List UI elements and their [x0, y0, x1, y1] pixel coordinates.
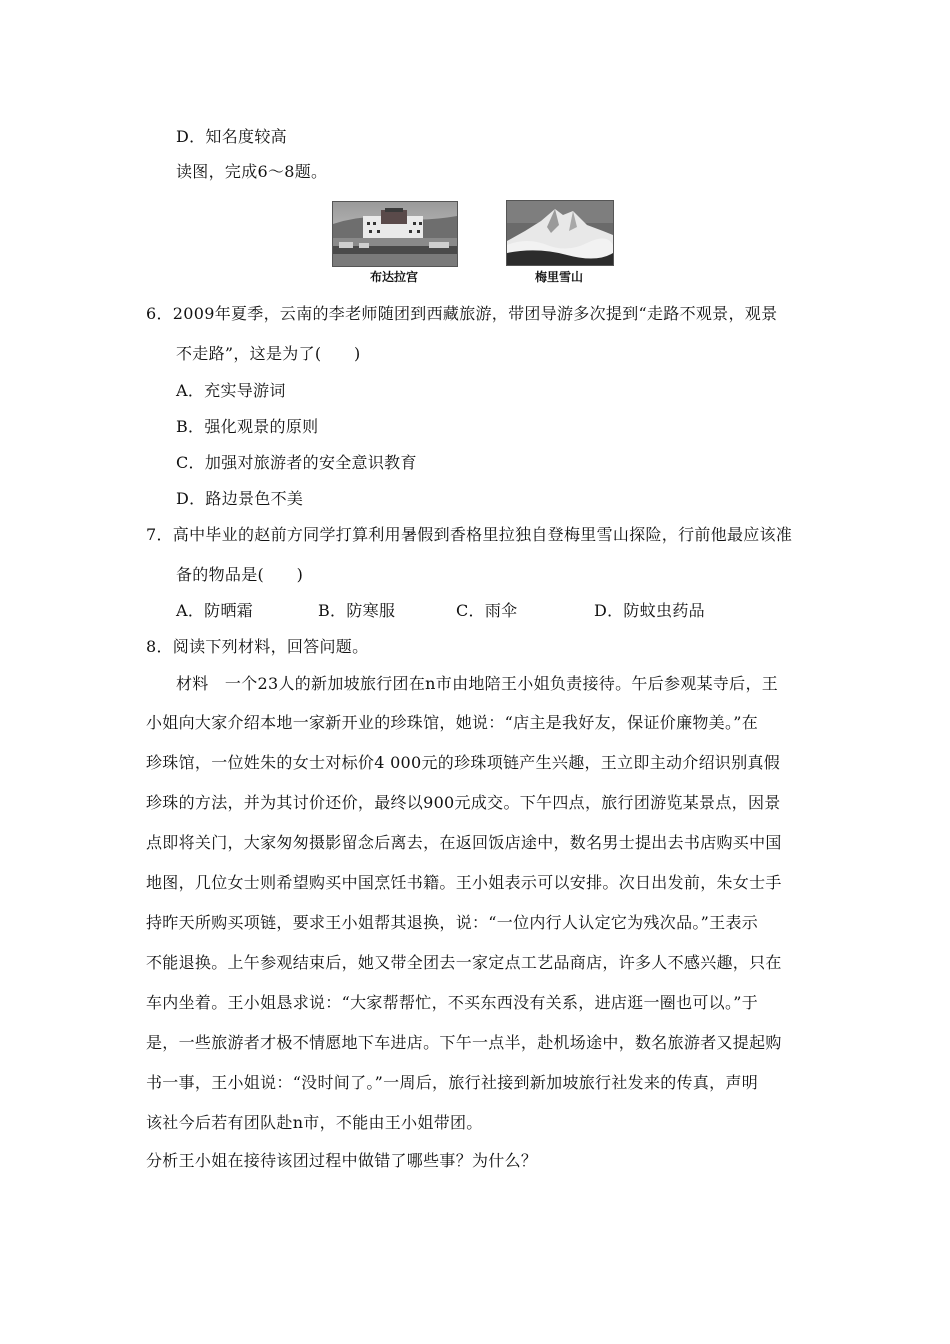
material-line-2: 小姐向大家介绍本地一家新开业的珍珠馆，她说：“店主是我好友，保证价廉物美。”在 [146, 713, 759, 732]
question-8: 8．阅读下列材料，回答问题。 [146, 637, 369, 656]
q7-option-a: A．防晒霜 [176, 601, 254, 620]
meili-caption: 梅里雪山 [534, 270, 583, 284]
material-line-3: 珍珠馆，一位姓朱的女士对标价4 000元的珍珠项链产生兴趣，王立即主动介绍识别真假 [146, 753, 781, 772]
question-6-line2: 不走路”，这是为了( ) [176, 344, 361, 363]
material-line-6: 地图，几位女士则希望购买中国烹饪书籍。王小姐表示可以安排。次日出发前，朱女士手 [146, 873, 782, 892]
potala-caption: 布达拉宫 [369, 270, 418, 284]
material-line-9: 车内坐着。王小姐恳求说：“大家帮帮忙，不买东西没有关系，进店逛一圈也可以。”于 [146, 993, 759, 1012]
material-line-5: 点即将关门，大家匆匆摄影留念后离去，在返回饭店途中，数名男士提出去书店购买中国 [146, 833, 782, 852]
option-d-prev: D．知名度较高 [176, 127, 287, 146]
q6-option-b: B．强化观景的原则 [176, 417, 319, 436]
potala-photo [332, 201, 458, 267]
question-7-line1: 7．高中毕业的赵前方同学打算利用暑假到香格里拉独自登梅里雪山探险，行前他最应该准 [146, 525, 793, 544]
material-line-10: 是，一些旅游者才极不情愿地下车进店。下午一点半，赴机场途中，数名旅游者又提起购 [146, 1033, 782, 1052]
analysis-prompt: 分析王小姐在接待该团过程中做错了哪些事？为什么？ [146, 1151, 538, 1170]
q6-option-c: C．加强对旅游者的安全意识教育 [176, 453, 417, 472]
q6-option-d: D．路边景色不美 [176, 489, 304, 508]
material-line-1: 材料 一个23人的新加坡旅行团在n市由地陪王小姐负责接待。午后参观某寺后，王 [176, 674, 779, 693]
instruction: 读图，完成6～8题。 [176, 162, 328, 181]
q7-option-b: B．防寒服 [318, 601, 396, 620]
q6-option-a: A．充实导游词 [176, 381, 286, 400]
question-7-line2: 备的物品是( ) [176, 565, 304, 584]
material-line-11: 书一事，王小姐说：“没时间了。”一周后，旅行社接到新加坡旅行社发来的传真，声明 [146, 1073, 759, 1092]
meili-photo [506, 200, 614, 266]
material-line-4: 珍珠的方法，并为其讨价还价，最终以900元成交。下午四点，旅行团游览某景点，因景 [146, 793, 781, 812]
material-line-12: 该社今后若有团队赴n市，不能由王小姐带团。 [146, 1113, 483, 1132]
q7-option-d: D．防蚊虫药品 [594, 601, 705, 620]
q7-option-c: C．雨伞 [456, 601, 518, 620]
question-6-line1: 6．2009年夏季，云南的李老师随团到西藏旅游，带团导游多次提到“走路不观景，观景 [146, 304, 778, 323]
material-line-7: 持昨天所购买项链，要求王小姐帮其退换，说：“一位内行人认定它为残次品。”王表示 [146, 913, 759, 932]
material-line-8: 不能退换。上午参观结束后，她又带全团去一家定点工艺品商店，许多人不感兴趣，只在 [146, 953, 782, 972]
